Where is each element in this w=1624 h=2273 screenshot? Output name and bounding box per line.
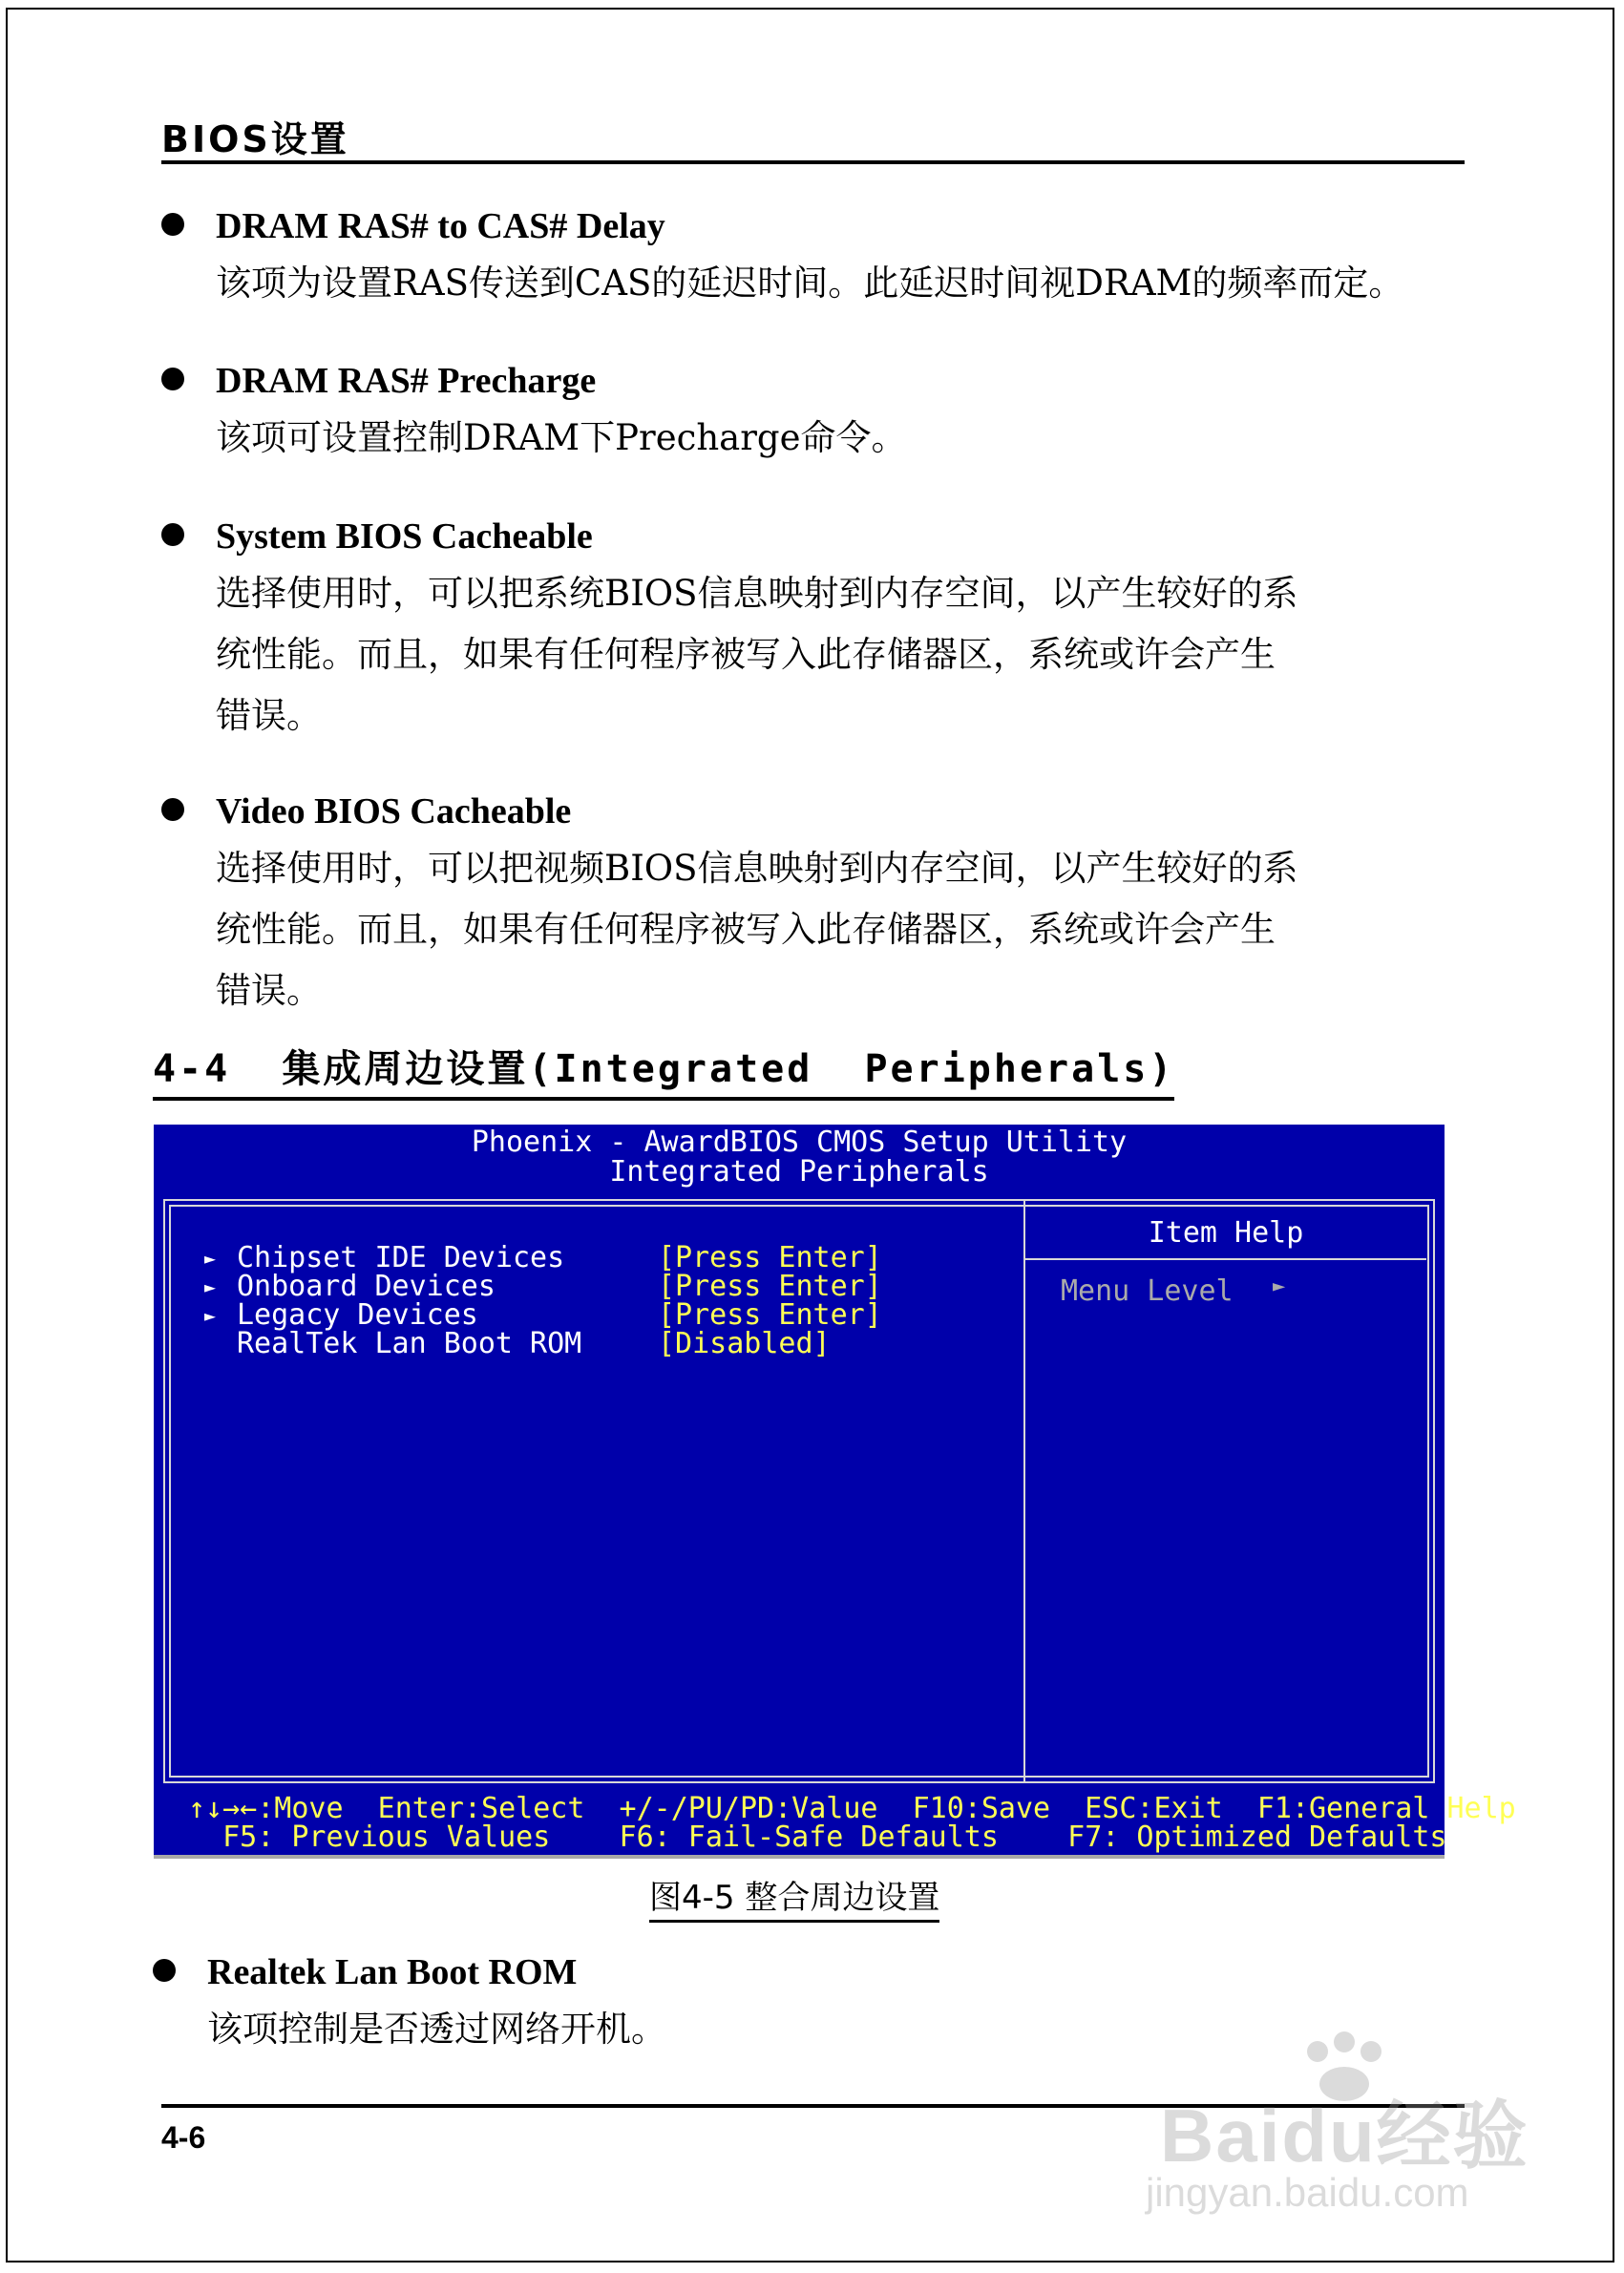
bullet-icon <box>161 798 184 821</box>
bios-screen <box>154 1125 1516 1859</box>
bios-option-value[interactable]: [Press Enter] <box>658 1298 882 1332</box>
bios-option-value[interactable]: [Press Enter] <box>658 1270 882 1303</box>
header-rule <box>161 160 1465 164</box>
setting-title: Video BIOS Cacheable <box>216 791 572 831</box>
page-header-title: BIOS设置 <box>161 118 349 160</box>
bullet-icon <box>161 213 184 236</box>
submenu-arrow-icon: ► <box>204 1304 217 1327</box>
bios-key-help-line2: F5: Previous Values F6: Fail-Safe Defaults F7: Optimized Defaults <box>188 1821 1447 1854</box>
watermark-brand: Baidu经验 <box>1160 2094 1529 2178</box>
bios-panel-divider <box>1023 1199 1025 1783</box>
setting-title: Realtek Lan Boot ROM <box>207 1952 578 1992</box>
setting-description: 选择使用时，可以把系统BIOS信息映射到内存空间，以产生较好的系 统性能。而且，如果有任何程序被写入此存储器区，系统或许会产生 错误。 <box>216 573 1298 736</box>
bios-option-legacy[interactable]: Legacy Devices <box>237 1298 478 1332</box>
bullet-icon <box>161 368 184 390</box>
item-help-rule <box>1025 1258 1426 1260</box>
bios-title-line1: Phoenix - AwardBIOS CMOS Setup Utility <box>471 1126 1128 1159</box>
bios-option-lan-boot-rom[interactable]: RealTek Lan Boot ROM <box>237 1327 582 1360</box>
menu-level-label: Menu Level <box>1061 1274 1234 1308</box>
menu-level-arrow-icon: ► <box>1273 1274 1286 1298</box>
setting-title: System BIOS Cacheable <box>216 516 593 557</box>
figure-caption: 图4-5 整合周边设置 <box>649 1871 939 1923</box>
bios-option-value[interactable]: [Disabled] <box>658 1327 831 1360</box>
bios-title-line2: Integrated Peripherals <box>609 1155 989 1189</box>
item-help-title: Item Help <box>1148 1216 1304 1250</box>
setting-description: 该项控制是否透过网络开机。 <box>207 2009 666 2050</box>
setting-description: 该项为设置RAS传送到CAS的延迟时间。此延迟时间视DRAM的频率而定。 <box>216 263 1404 304</box>
baidu-watermark <box>1146 2029 1547 2220</box>
bullet-icon <box>153 1959 176 1982</box>
page-number: 4-6 <box>161 2120 206 2155</box>
bullet-icon <box>161 523 184 546</box>
bios-option-onboard[interactable]: Onboard Devices <box>237 1270 496 1303</box>
section-heading: 4-4 集成周边设置(Integrated Peripherals) <box>153 1039 1174 1101</box>
setting-description: 选择使用时，可以把视频BIOS信息映射到内存空间，以产生较好的系 统性能。而且，如果有任何程序被写入此存储器区，系统或许会产生 错误。 <box>216 848 1298 1011</box>
bios-key-help-line1: ↑↓→←:Move Enter:Select +/-/PU/PD:Value F10:Save ESC:Exit F1:General Help <box>188 1792 1516 1825</box>
bios-option-chipset-ide[interactable]: Chipset IDE Devices <box>237 1241 565 1274</box>
setting-title: DRAM RAS# to CAS# Delay <box>216 206 665 246</box>
submenu-arrow-icon: ► <box>204 1247 217 1270</box>
watermark-url: jingyan.baidu.com <box>1146 2170 1469 2215</box>
submenu-arrow-icon: ► <box>204 1275 217 1298</box>
setting-title: DRAM RAS# Precharge <box>216 361 597 401</box>
bios-option-value[interactable]: [Press Enter] <box>658 1241 882 1274</box>
setting-description: 该项可设置控制DRAM下Precharge命令。 <box>216 417 907 458</box>
